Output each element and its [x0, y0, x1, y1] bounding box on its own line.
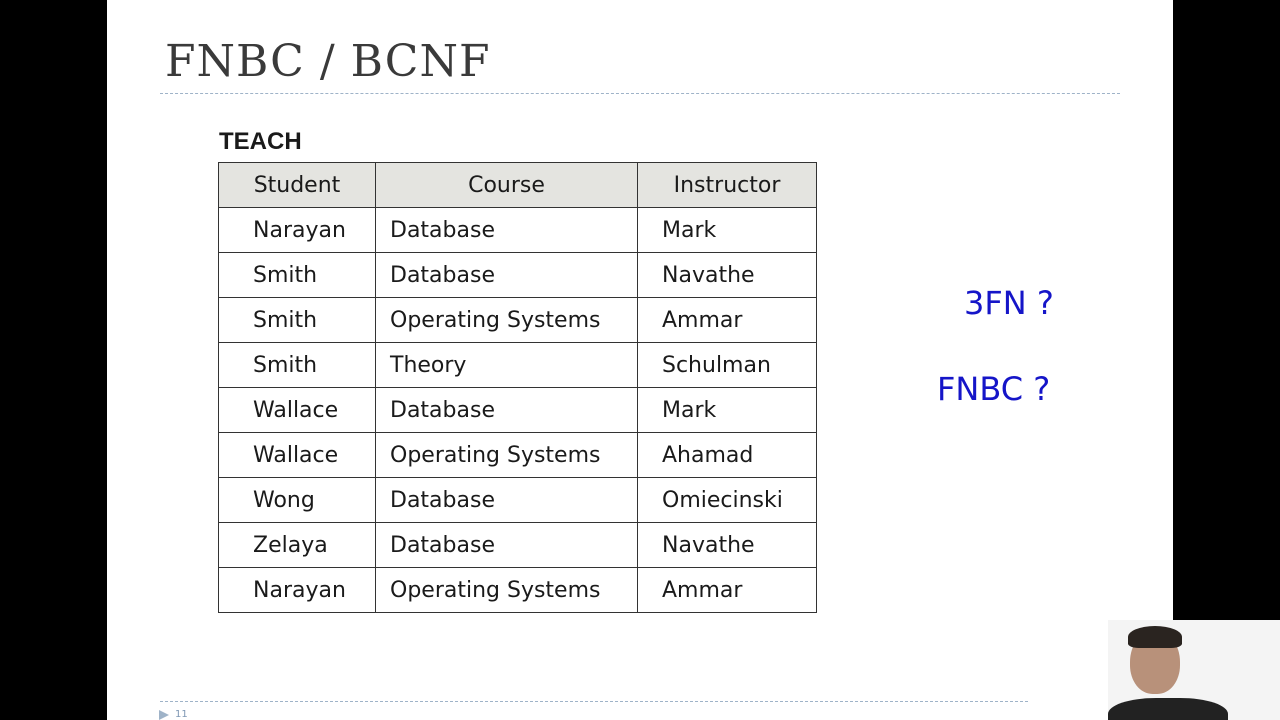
question-3fn: 3FN ? — [964, 284, 1054, 322]
cell-course: Theory — [376, 343, 638, 388]
teach-table — [218, 162, 817, 613]
presenter-webcam — [1108, 620, 1280, 720]
column-header-instructor: Instructor — [638, 163, 817, 208]
cell-student: Narayan — [219, 208, 376, 253]
table-row — [219, 523, 817, 568]
slide-number-text: 11 — [175, 710, 188, 720]
cell-student: Narayan — [219, 568, 376, 613]
question-fnbc: FNBC ? — [937, 370, 1051, 408]
cell-course: Database — [376, 253, 638, 298]
footer-divider — [160, 701, 1028, 702]
cell-course: Database — [376, 478, 638, 523]
column-header-course: Course — [376, 163, 638, 208]
table-row — [219, 568, 817, 613]
cell-student: Smith — [219, 253, 376, 298]
cell-student: Wong — [219, 478, 376, 523]
cell-course: Operating Systems — [376, 568, 638, 613]
title-divider — [160, 93, 1120, 94]
cell-instructor: Navathe — [638, 523, 817, 568]
cell-student: Smith — [219, 343, 376, 388]
table-row — [219, 478, 817, 523]
cell-student: Wallace — [219, 433, 376, 478]
cell-instructor: Omiecinski — [638, 478, 817, 523]
slide-number — [159, 710, 199, 720]
column-header-student: Student — [219, 163, 376, 208]
cell-instructor: Ammar — [638, 298, 817, 343]
cell-instructor: Ahamad — [638, 433, 817, 478]
cell-course: Operating Systems — [376, 298, 638, 343]
cell-course: Operating Systems — [376, 433, 638, 478]
cell-instructor: Schulman — [638, 343, 817, 388]
table-row — [219, 253, 817, 298]
presenter-hair — [1128, 626, 1182, 648]
cell-student: Zelaya — [219, 523, 376, 568]
cell-course: Database — [376, 523, 638, 568]
cell-instructor: Navathe — [638, 253, 817, 298]
slide-title: FNBC / BCNF — [165, 36, 491, 87]
triangle-bullet-icon — [159, 710, 169, 720]
table-name: TEACH — [219, 128, 302, 155]
cell-instructor: Mark — [638, 388, 817, 433]
cell-instructor: Mark — [638, 208, 817, 253]
table-row — [219, 433, 817, 478]
cell-instructor: Ammar — [638, 568, 817, 613]
slide — [107, 0, 1173, 720]
cell-student: Smith — [219, 298, 376, 343]
table-row — [219, 208, 817, 253]
table-row — [219, 343, 817, 388]
cell-student: Wallace — [219, 388, 376, 433]
presenter-body — [1108, 698, 1228, 720]
table-row — [219, 388, 817, 433]
cell-course: Database — [376, 208, 638, 253]
table-header-row — [219, 163, 817, 208]
table-row — [219, 298, 817, 343]
cell-course: Database — [376, 388, 638, 433]
